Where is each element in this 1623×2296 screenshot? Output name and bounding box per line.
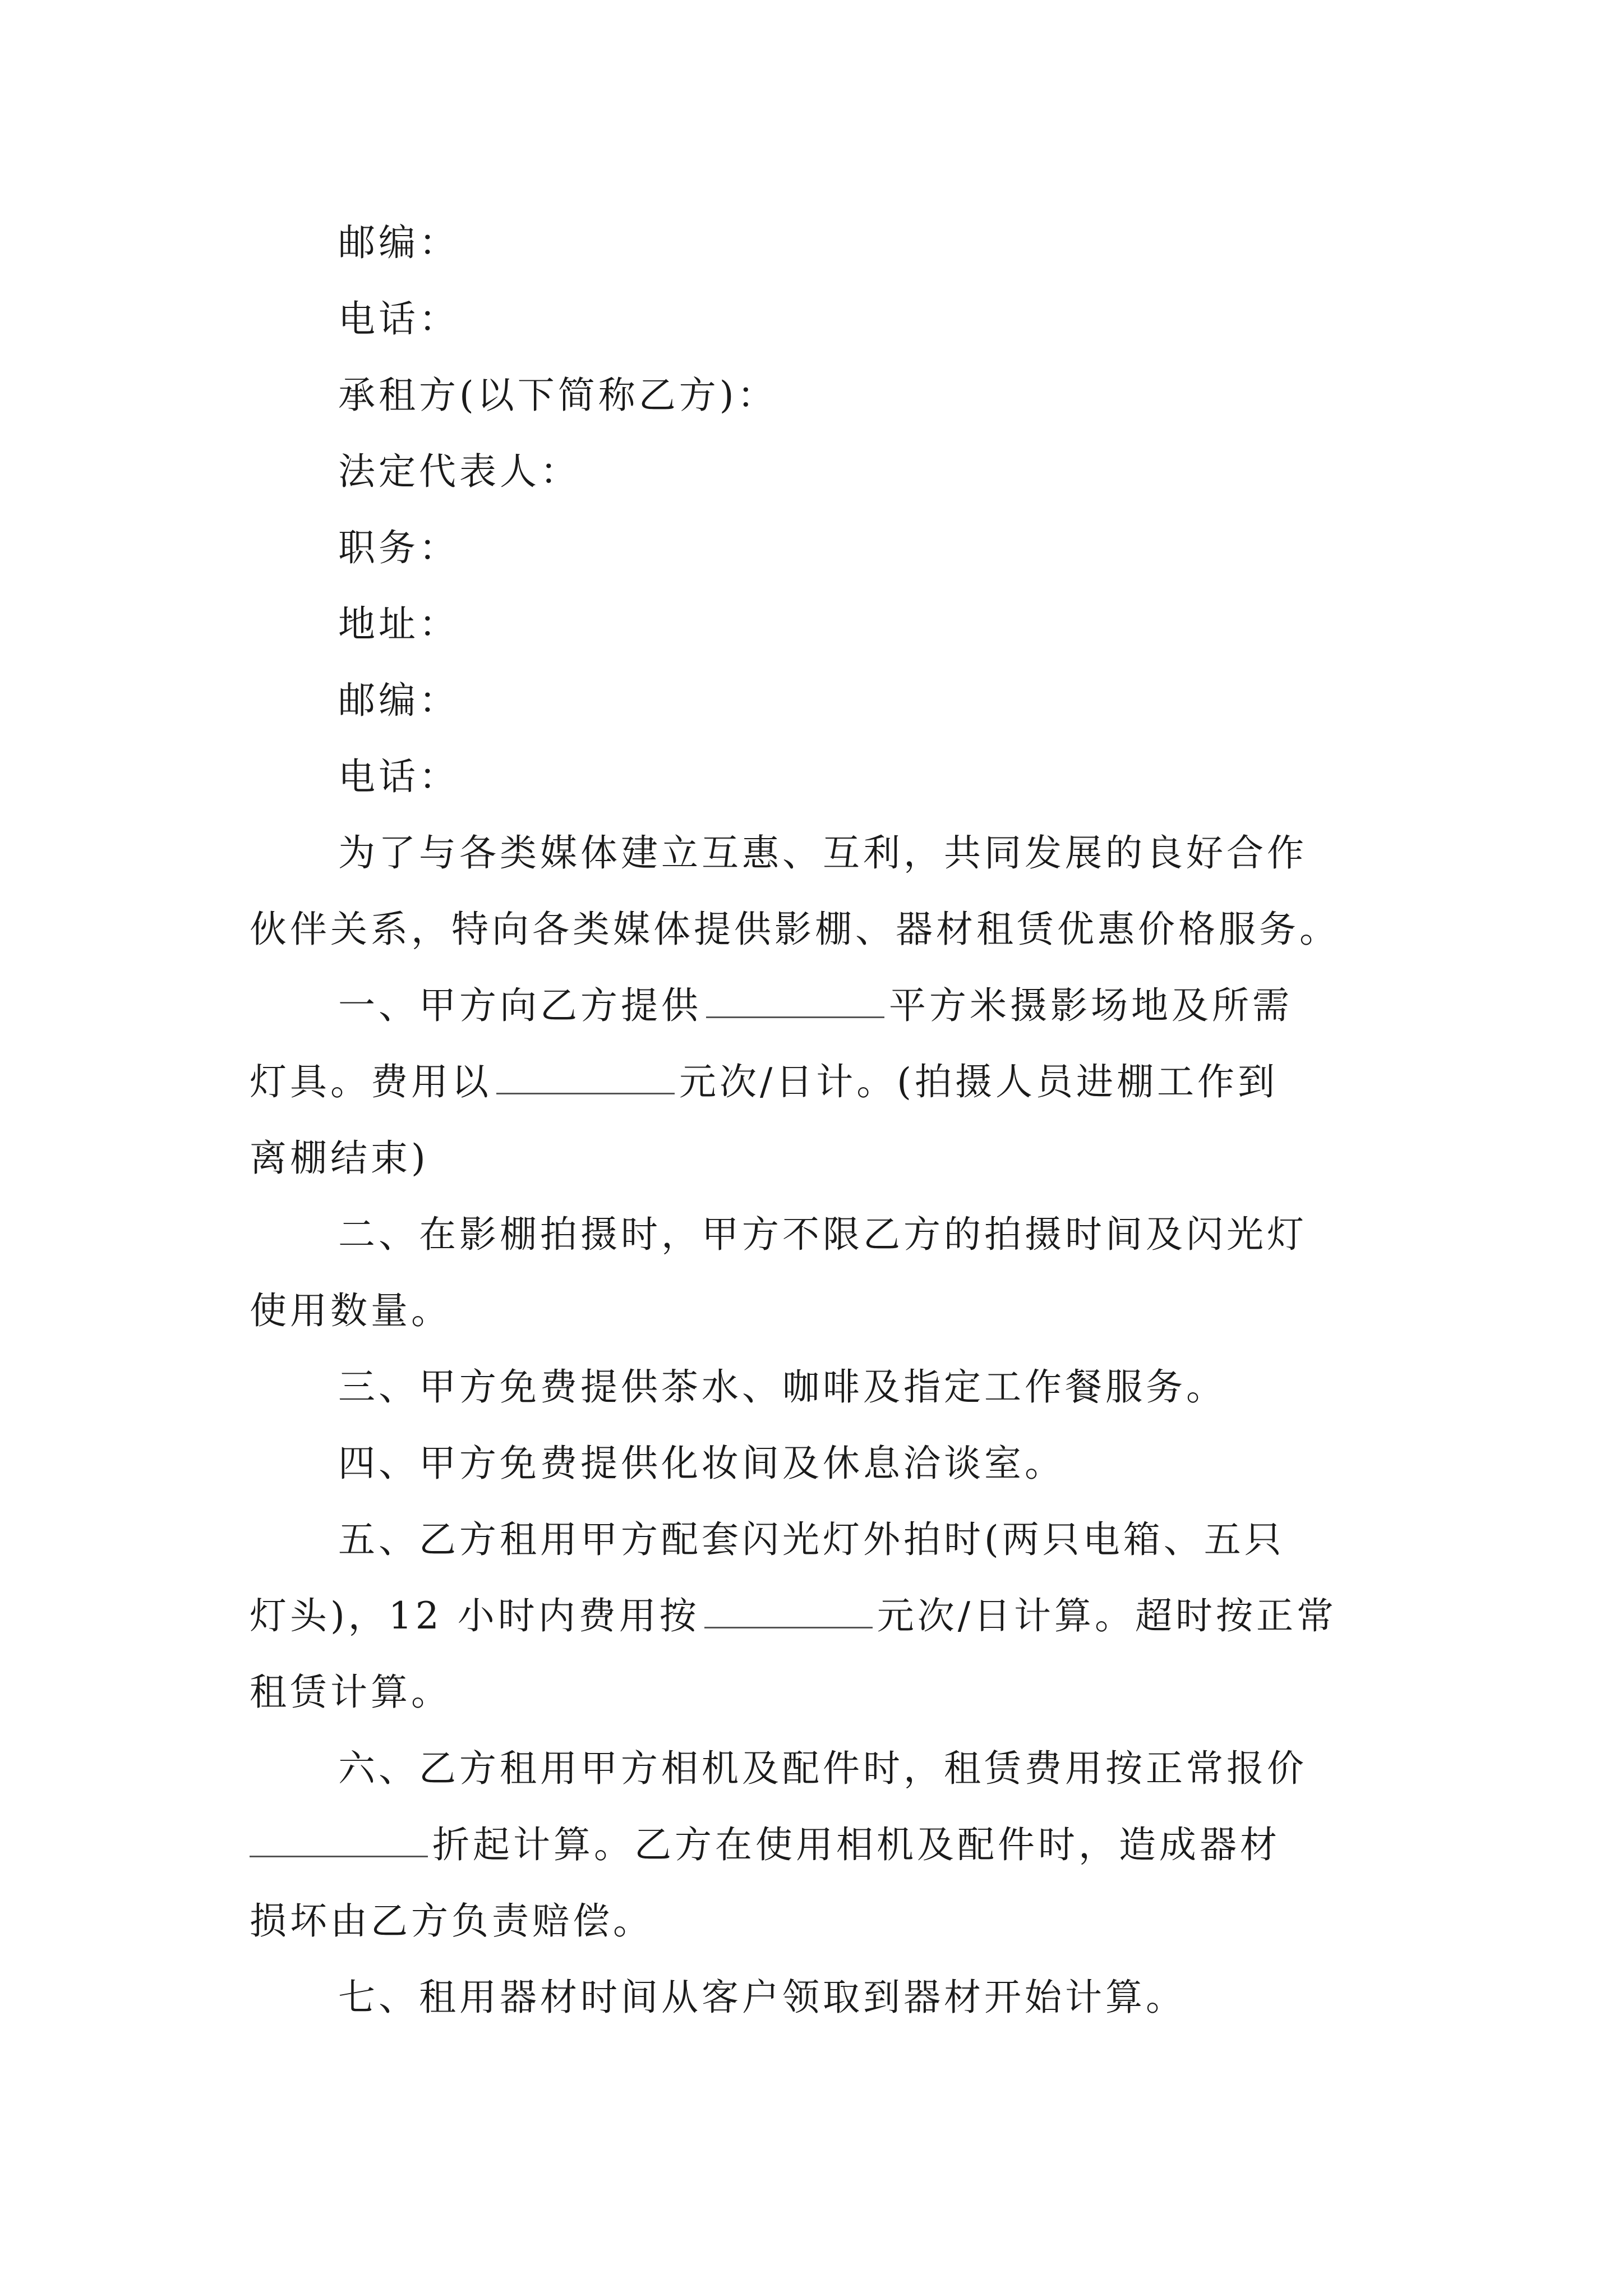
clause-1-line-2 [250, 1057, 1374, 1107]
intro-line-1: 为了与各类媒体建立互惠、互利，共同发展的良好合作 [338, 831, 1307, 875]
clause-3: 三、甲方免费提供茶水、咖啡及指定工作餐服务。 [338, 1365, 1227, 1409]
clause-1-line-1 [250, 981, 1374, 1031]
flash-fee-blank [704, 1592, 873, 1628]
clause-5-text: 元次/日计算。超时按正常 [877, 1594, 1337, 1637]
lessee-address-label: 地址： [338, 602, 459, 646]
clause-1-text: 元次/日计。(拍摄人员进棚工作到 [679, 1060, 1278, 1103]
lessee-legal-rep-label: 法定代表人： [338, 450, 580, 493]
discount-blank [250, 1821, 428, 1857]
clause-5-line-2 [250, 1591, 1374, 1641]
clause-5-line-3: 租赁计算。 [250, 1671, 451, 1714]
lessee-position-label: 职务： [338, 526, 459, 569]
clause-5-line-1: 五、乙方租用甲方配套闪光灯外拍时(两只电箱、五只 [338, 1518, 1285, 1561]
fee-blank [496, 1058, 675, 1094]
lessor-postcode-label: 邮编： [338, 221, 459, 264]
clause-6-line-2 [250, 1820, 1374, 1870]
area-blank [706, 982, 884, 1018]
lessor-phone-label: 电话： [338, 297, 459, 341]
clause-2-line-2: 使用数量。 [250, 1289, 451, 1332]
clause-1-text: 灯具。费用以 [250, 1060, 492, 1103]
lessee-heading: 承租方(以下简称乙方)： [338, 374, 778, 417]
clause-6-line-3: 损坏由乙方负责赔偿。 [250, 1899, 653, 1943]
lessee-phone-label: 电话： [338, 755, 459, 798]
clause-1-text: 平方米摄影场地及所需 [889, 984, 1293, 1027]
clause-2-line-1: 二、在影棚拍摄时，甲方不限乙方的拍摄时间及闪光灯 [338, 1213, 1307, 1256]
clause-4: 四、甲方免费提供化妆间及休息洽谈室。 [338, 1442, 1065, 1485]
clause-6-line-1: 六、乙方租用甲方相机及配件时，租赁费用按正常报价 [338, 1747, 1307, 1790]
clause-5-text: 灯头)，12 小时内费用按 [250, 1594, 700, 1637]
lessee-postcode-label: 邮编： [338, 679, 459, 722]
clause-1-text: 一、甲方向乙方提供 [338, 984, 702, 1027]
clause-7: 七、租用器材时间从客户领取到器材开始计算。 [338, 1976, 1186, 2019]
clause-6-text: 折起计算。乙方在使用相机及配件时，造成器材 [432, 1823, 1280, 1866]
clause-1-line-3: 离棚结束) [250, 1137, 429, 1180]
intro-line-2: 伙伴关系，特向各类媒体提供影棚、器材租赁优惠价格服务。 [250, 908, 1340, 951]
